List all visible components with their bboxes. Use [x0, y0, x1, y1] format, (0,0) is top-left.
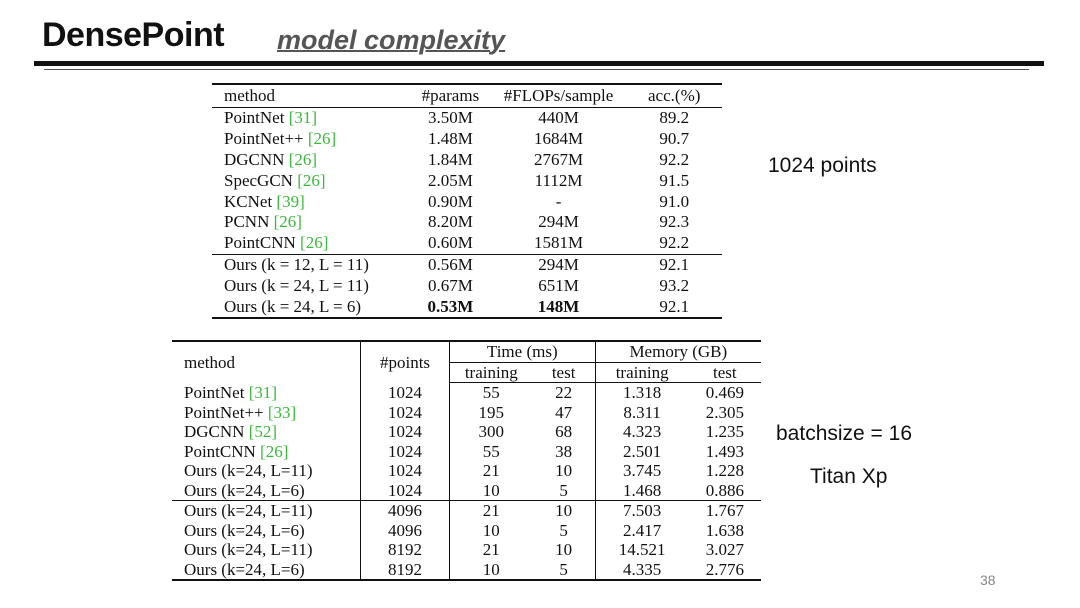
cell-time-test: 68 — [533, 422, 596, 442]
method-name: PointCNN — [224, 233, 296, 253]
cell-points: 1024 — [361, 481, 450, 501]
table-row — [212, 275, 722, 296]
cell-time-test: 10 — [533, 540, 596, 560]
cell-flops: 148M — [537, 296, 580, 316]
note-points: 1024 points — [768, 154, 877, 177]
table-row — [212, 170, 722, 191]
header-acc: acc.(%) — [626, 84, 722, 108]
cell-time-test: 22 — [533, 383, 596, 403]
table-row — [172, 461, 761, 481]
header-method: method — [212, 84, 410, 108]
cell-method — [212, 108, 410, 129]
table-row — [212, 150, 722, 171]
cell-flops: 294M — [491, 254, 627, 275]
table-row — [172, 442, 761, 462]
table-row — [172, 403, 761, 423]
method-name: Ours (k=24, L=11) — [184, 461, 313, 481]
cell-points: 1024 — [361, 403, 450, 423]
runtime-table-body — [172, 383, 761, 581]
cell-points: 1024 — [361, 442, 450, 462]
citation-ref: [26] — [273, 212, 302, 232]
cell-memory-training: 7.503 — [595, 501, 689, 521]
cell-params: 8.20M — [427, 212, 473, 232]
cell-points: 8192 — [361, 560, 450, 581]
method-name: Ours (k=24, L=6) — [184, 520, 305, 540]
table-row — [212, 191, 722, 212]
method-name: PointCNN — [184, 441, 256, 461]
cell-params: 3.50M — [427, 108, 473, 128]
method-name: PointNet++ — [224, 129, 304, 149]
header-time-test: test — [533, 362, 596, 383]
header-memory-training: training — [595, 362, 689, 383]
cell-acc: 92.1 — [659, 296, 690, 316]
table-row — [212, 233, 722, 254]
cell-time-training: 10 — [482, 480, 500, 500]
cell-acc: 89.2 — [659, 108, 690, 128]
cell-points: 1024 — [361, 422, 450, 442]
cell-method — [212, 170, 410, 191]
method-name: Ours (k=24, L=11) — [184, 501, 313, 521]
cell-params: 0.67M — [427, 275, 473, 295]
cell-flops: - — [555, 191, 562, 211]
header-points: #points — [361, 341, 450, 383]
table-row — [212, 212, 722, 233]
header-method: method — [172, 341, 361, 383]
cell-time-training: 10 — [482, 559, 500, 579]
cell-flops: 1581M — [533, 233, 584, 253]
cell-memory-test: 0.469 — [705, 383, 744, 403]
cell-flops: 440M — [538, 108, 579, 128]
cell-acc: 93.2 — [659, 275, 690, 295]
cell-params: 0.90M — [427, 191, 473, 211]
cell-acc: 92.1 — [626, 254, 722, 275]
citation-ref: [31] — [288, 108, 318, 128]
cell-points: 4096 — [361, 521, 450, 541]
cell-method — [212, 191, 410, 212]
cell-flops: 294M — [538, 212, 579, 232]
cell-time-training: 10 — [482, 520, 500, 540]
cell-points: 1024 — [361, 383, 450, 403]
cell-acc: 92.3 — [659, 212, 690, 232]
cell-time-test: 5 — [533, 481, 596, 501]
cell-points: 8192 — [361, 540, 450, 560]
complexity-table-body — [212, 108, 722, 318]
cell-memory-training: 2.501 — [623, 441, 662, 461]
method-name: Ours (k=24, L=11) — [184, 540, 313, 560]
citation-ref: [26] — [288, 149, 318, 169]
method-name: DGCNN — [184, 422, 245, 442]
runtime-table — [172, 340, 761, 581]
cell-method — [172, 540, 361, 560]
cell-method — [212, 275, 410, 296]
title-rule-thick — [34, 61, 1044, 66]
cell-params: 1.48M — [427, 129, 473, 149]
cell-memory-test: 2.776 — [705, 559, 744, 579]
cell-memory-training: 1.318 — [623, 383, 662, 403]
cell-time-test: 10 — [533, 501, 596, 521]
cell-method — [212, 233, 410, 254]
cell-method — [212, 254, 410, 275]
table-row — [172, 481, 761, 501]
header-memory-test: test — [689, 362, 761, 383]
method-name: Ours (k = 12, L = 11) — [224, 254, 369, 274]
citation-ref: [26] — [300, 233, 329, 253]
cell-method — [172, 481, 361, 501]
cell-memory-test: 1.228 — [705, 461, 744, 481]
cell-memory-test: 2.305 — [705, 402, 744, 422]
cell-flops: 1684M — [533, 129, 584, 149]
table-row — [172, 501, 761, 521]
table-row — [212, 129, 722, 150]
cell-params: 0.53M — [427, 296, 474, 316]
method-name: Ours (k = 24, L = 6) — [224, 296, 362, 316]
table-row — [172, 540, 761, 560]
cell-method — [172, 422, 361, 442]
cell-flops: 651M — [538, 275, 579, 295]
table-row — [172, 383, 761, 403]
table-row — [212, 296, 722, 318]
cell-method — [172, 560, 361, 581]
cell-params: 0.56M — [410, 254, 490, 275]
header-time-group: Time (ms) — [449, 341, 595, 362]
cell-points: 4096 — [361, 501, 450, 521]
method-name: SpecGCN — [224, 170, 293, 190]
cell-time-test: 47 — [533, 403, 596, 423]
note-gpu: Titan Xp — [810, 465, 888, 488]
cell-memory-training: 8.311 — [623, 402, 661, 422]
table-row — [212, 108, 722, 129]
cell-method — [212, 129, 410, 150]
header-params: #params — [410, 84, 490, 108]
cell-params: 2.05M — [427, 170, 473, 190]
slide-title: DensePoint — [42, 16, 225, 54]
header-memory-group: Memory (GB) — [595, 341, 761, 362]
cell-time-training: 55 — [482, 383, 500, 403]
cell-method — [212, 296, 410, 318]
cell-memory-training: 1.468 — [623, 480, 662, 500]
cell-params: 0.60M — [427, 233, 473, 253]
citation-ref: [39] — [276, 191, 305, 211]
method-name: PCNN — [224, 212, 270, 232]
cell-memory-test: 1.493 — [705, 441, 744, 461]
cell-points: 1024 — [361, 461, 450, 481]
citation-ref: [52] — [248, 422, 278, 442]
cell-time-training: 195 — [478, 402, 505, 422]
cell-acc: 92.2 — [659, 149, 690, 169]
cell-time-training: 300 — [478, 422, 505, 442]
cell-time-training: 21 — [482, 540, 500, 560]
cell-time-training: 21 — [449, 501, 532, 521]
cell-acc: 91.5 — [659, 170, 690, 190]
cell-method — [172, 501, 361, 521]
cell-method — [172, 403, 361, 423]
cell-time-test: 5 — [533, 521, 596, 541]
cell-memory-test: 1.638 — [705, 520, 744, 540]
method-name: DGCNN — [224, 149, 285, 169]
cell-memory-test: 0.886 — [705, 480, 744, 500]
citation-ref: [31] — [248, 383, 278, 402]
citation-ref: [26] — [307, 129, 337, 149]
cell-params: 1.84M — [427, 149, 473, 169]
cell-method — [172, 521, 361, 541]
cell-time-training: 21 — [482, 461, 500, 481]
table-row — [172, 560, 761, 581]
slide-subtitle: model complexity — [277, 25, 506, 55]
method-name: PointNet — [224, 108, 285, 128]
method-name: Ours (k = 24, L = 11) — [224, 275, 369, 295]
cell-flops: 2767M — [533, 149, 584, 169]
note-batchsize: batchsize = 16 — [776, 422, 913, 445]
method-name: PointNet++ — [184, 402, 264, 422]
cell-memory-training: 4.323 — [623, 422, 662, 442]
complexity-table — [212, 83, 722, 319]
cell-acc: 91.0 — [659, 191, 690, 211]
table-row — [212, 254, 722, 275]
cell-memory-training: 2.417 — [623, 520, 662, 540]
cell-memory-training: 14.521 — [618, 540, 666, 560]
table-row — [172, 521, 761, 541]
cell-memory-test: 1.235 — [705, 422, 744, 442]
cell-method — [212, 150, 410, 171]
cell-time-test: 5 — [533, 560, 596, 581]
complexity-table-header — [212, 84, 722, 108]
method-name: KCNet — [224, 191, 273, 211]
cell-acc: 90.7 — [659, 129, 690, 149]
cell-memory-test: 3.027 — [705, 540, 744, 560]
header-flops: #FLOPs/sample — [491, 84, 627, 108]
cell-memory-training: 3.745 — [623, 461, 662, 481]
cell-time-test: 38 — [533, 442, 596, 462]
header-time-training: training — [449, 362, 532, 383]
citation-ref: [26] — [260, 441, 289, 461]
page-number: 38 — [980, 572, 996, 588]
method-name: Ours (k=24, L=6) — [184, 559, 305, 579]
cell-acc: 92.2 — [659, 233, 690, 253]
citation-ref: [33] — [267, 402, 297, 422]
title-rule-thin — [44, 69, 1029, 70]
table-row — [172, 422, 761, 442]
runtime-table-header — [172, 341, 761, 362]
cell-method — [172, 383, 361, 403]
cell-method — [212, 212, 410, 233]
cell-time-test: 10 — [533, 461, 596, 481]
method-name: PointNet — [184, 383, 245, 402]
cell-method — [172, 461, 361, 481]
method-name: Ours (k=24, L=6) — [184, 480, 305, 500]
cell-memory-test: 1.767 — [689, 501, 761, 521]
cell-flops: 1112M — [534, 170, 583, 190]
citation-ref: [26] — [297, 170, 326, 190]
cell-time-training: 55 — [482, 441, 500, 461]
cell-memory-training: 4.335 — [623, 559, 662, 579]
cell-method — [172, 442, 361, 462]
